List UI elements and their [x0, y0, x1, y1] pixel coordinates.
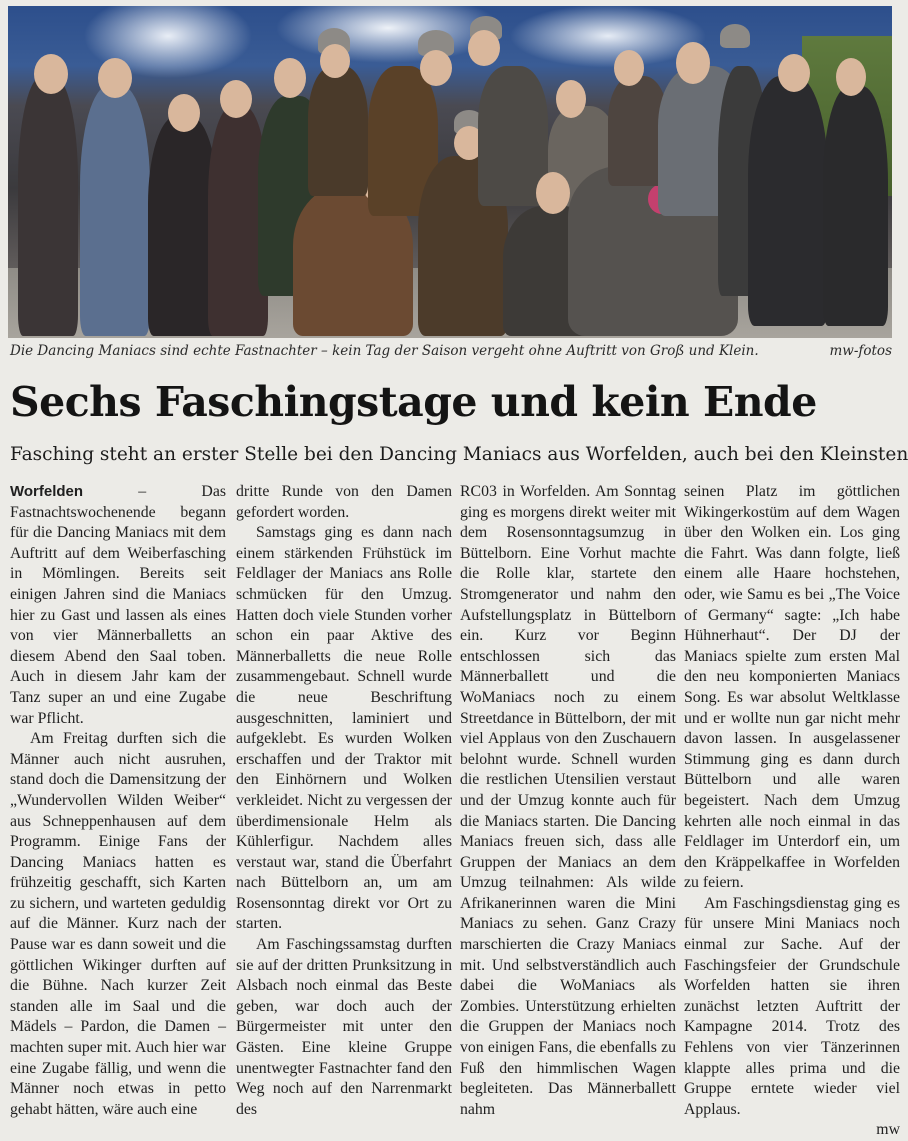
article-column-2 — [236, 482, 452, 1118]
person-figure — [18, 76, 78, 336]
paragraph: seinen Platz im göttlichen Wikingerkostüm auf dem Wagen über den Wolken ein. Los ging die Fahrt. Was dann folgte, ließ einem alle Haare hochstehen, oder, wie Samu es bei „The Voice of Germany“ sagte: „Ich habe Hühnerhaut“. Der DJ der Maniacs spielte zum ersten Mal den neu komponierten Maniacs Song. Es war absolut Weltklasse und er wollte nun gar nicht mehr davon lassen. In ausgelassener Stimmung ging es dann durch Büttelborn und alle waren begeistert. Nach dem Umzug kehrten alle noch einmal in das Feldlager im Unterdorf ein, um den Kräppelkaffee in Worfelden zu feiern. — [684, 483, 900, 892]
person-head — [320, 44, 350, 78]
person-head — [98, 58, 132, 98]
caption-text: Die Dancing Maniacs sind echte Fastnachter – kein Tag der Saison vergeht ohne Auftritt von Groß und Klein. — [10, 343, 759, 359]
article-column-3 — [460, 482, 676, 1118]
author-signature: mw — [876, 1121, 900, 1139]
person-head — [274, 58, 306, 98]
paragraph: Am Faschingsdienstag ging es für unsere Mini Maniacs noch einmal zur Sache. Auf der Faschingsfeier der Grundschule Worfelden hatten sie ihren zunächst letzten Auftritt der Kampagne 2014. Trotz des Fehlens von vier Tänzerinnen klappte alles prima und die Gruppe erntete wieder viel Applaus. — [684, 894, 900, 1118]
group-photo — [8, 6, 892, 338]
article-column-4 — [684, 482, 900, 1139]
person-head — [676, 42, 710, 84]
paragraph: Am Faschingssamstag durften sie auf der dritten Prunksitzung in Alsbach noch einmal das Beste geben, war doch auch der Bürgermeister mit unter den Gästen. Eine kleine Gruppe unentwegter Fastnachter fand den Weg noch auf den Narrenmarkt des — [236, 936, 452, 1118]
person-head — [220, 80, 252, 118]
paragraph: – Das Fastnachtswochenende begann für die Dancing Maniacs mit dem Auftritt auf dem Weiberfasching in Mömlingen. Bereits seit einigen Jahren sind die Maniacs hier zu Gast und lassen als eines von vier Männerballetts an diesem Abend den Saal toben. Auch in diesem Jahr kam der Tanz super an und eine Zugabe war Pflicht. — [10, 483, 226, 727]
person-head — [556, 80, 586, 118]
person-head — [420, 50, 452, 86]
article-column-1 — [10, 482, 226, 1118]
person-head — [836, 58, 866, 96]
person-head — [778, 54, 810, 92]
article-subheadline: Fasching steht an erster Stelle bei den Dancing Maniacs aus Worfelden, auch bei den Kleinsten — [10, 444, 908, 465]
viking-helmet — [720, 24, 750, 48]
person-figure — [748, 76, 828, 326]
person-head — [536, 172, 570, 214]
person-figure — [308, 66, 368, 196]
paragraph: Samstags ging es dann nach einem stärkenden Frühstück im Feldlager der Maniacs ans Rolle schmücken für den Umzug. Hatten doch viele Stunden vorher schon ein paar Aktive des Männerballetts die neue Rolle zusammengebaut. Schnell wurde die neue Beschriftung ausgeschnitten, laminiert und aufgeklebt. Es wurden Wolken erschaffen und der Traktor mit den Einhörnern und Wolken verkleidet. Nicht zu vergessen der überdimensionale Helm als Kühlerfigur. Nachdem alles verstaut war, stand die Überfahrt nach Büttelborn an, um am Rosensonntag direkt vor Ort zu starten. — [236, 524, 452, 933]
person-figure — [80, 86, 150, 336]
person-head — [468, 30, 500, 66]
person-head — [168, 94, 200, 132]
paragraph: Am Freitag durften sich die Männer auch nicht ausruhen, stand doch die Damensitzung der „Wundervollen Wilden Weiber“ aus Schneppenhausen auf dem Programm. Einige Fans der Dancing Maniacs hatten es frühzeitig geschafft, sich Karten zu sichern, und warteten geduldig auf die Männer. Kurz nach der Pause war es dann soweit und die göttlichen Wikinger durften auf die Bühne. Nach kurzer Zeit standen alle im Saal und die Mädels – Pardon, die Damen – machten super mit. Auch hier war eine Zugabe fällig, und wenn die Männer noch etwas in petto gehabt hätten, wäre auch eine — [10, 730, 226, 1118]
dateline: Worfelden — [10, 483, 84, 500]
person-figure — [823, 86, 888, 326]
photo-credit: mw-fotos — [829, 343, 892, 359]
photo-caption — [8, 343, 892, 363]
paragraph: dritte Runde von den Damen gefordert worden. — [236, 483, 452, 521]
article-headline: Sechs Faschingstage und kein Ende — [10, 378, 817, 426]
person-head — [614, 50, 644, 86]
person-head — [34, 54, 68, 94]
paragraph: RC03 in Worfelden. Am Sonntag ging es morgens direkt weiter mit dem Rosensonntagsumzug in Büttelborn. Eine Vorhut machte die Rolle klar, startete den Stromgenerator und nahm den Aufstellungsplatz in Büttelborn ein. Kurz vor Beginn entschlossen sich das Männerballett und die WoManiacs noch zu einem Streetdance in Büttelborn, der mit viel Applaus von den Zuschauern belohnt wurde. Schnell wurden die restlichen Utensilien verstaut und der Umzug konnte auch für die Maniacs starten. Die Dancing Maniacs freuen sich, dass alle Gruppen der Maniacs an dem Umzug teilnahmen: Als wilde Afrikanerinnen waren die Mini Maniacs zu sehen. Ganz Crazy marschierten die Crazy Maniacs mit. Und selbstverständlich auch dabei die WoManiacs als Zombies. Unterstützung erhielten die Gruppen der Maniacs noch von einigen Fans, die ebenfalls zu Fuß den himmlischen Wagen begleiteten. Das Männerballett nahm — [460, 483, 676, 1118]
